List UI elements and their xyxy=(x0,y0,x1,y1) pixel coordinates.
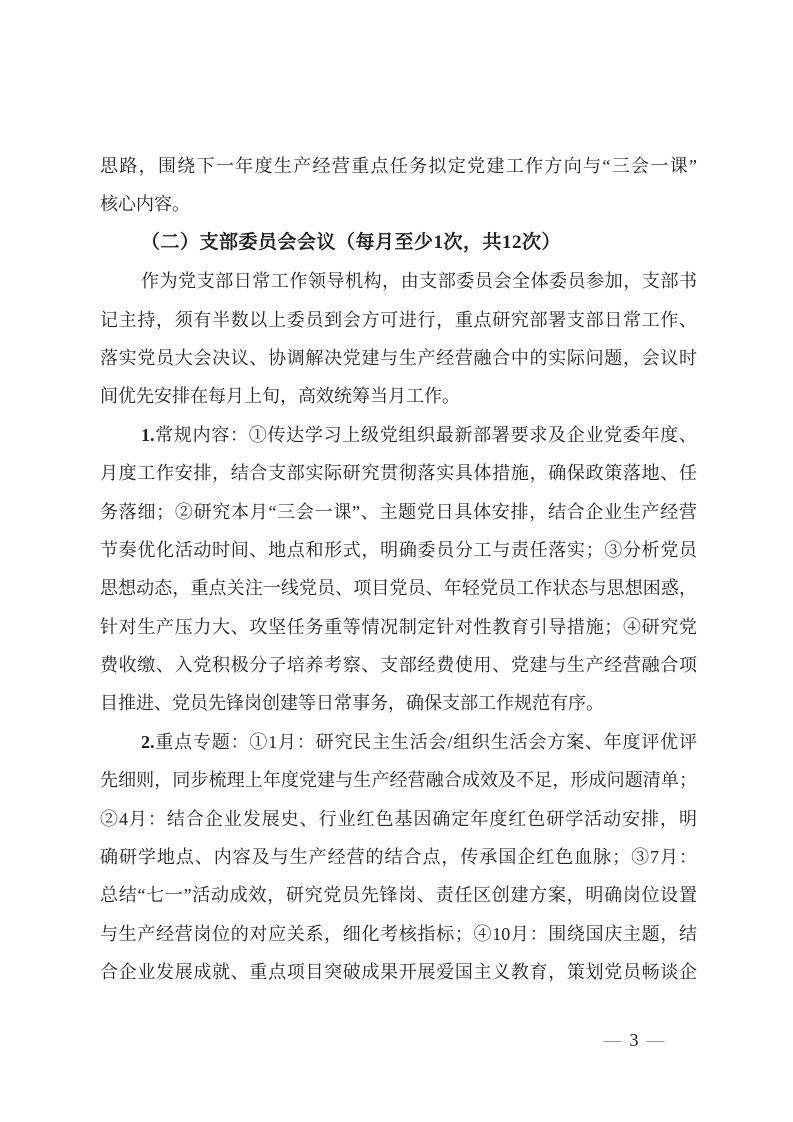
list-number: 2. xyxy=(141,731,155,752)
text-line: 间优先安排在每月上旬，高效统筹当月工作。 xyxy=(100,386,460,407)
text-line: 思路，围绕下一年度生产经营重点任务拟定党建工作方向与“三会一课” xyxy=(100,156,697,176)
list-number: 1. xyxy=(141,424,155,445)
text-line: 合企业发展成就、重点项目突破成果开展爱国主义教育，策划党员畅谈企 xyxy=(100,962,697,983)
text-line: 月度工作安排，结合支部实际研究贯彻落实具体措施，确保政策落地、任 xyxy=(100,463,697,484)
footer-right-dash: — xyxy=(646,1030,667,1050)
text-line: 先细则，同步梳理上年度党建与生产经营融合成效及不足，形成问题清单； xyxy=(100,770,697,791)
text-line: 总结“七一”活动成效，研究党员先锋岗、责任区创建方案，明确岗位设置 xyxy=(100,885,697,906)
text-line: 思想动态，重点关注一线党员、项目党员、年轻党员工作状态与思想困惑， xyxy=(100,578,697,599)
page-footer xyxy=(585,1024,685,1056)
text-line: 务落细；②研究本月“三会一课”、主题党日具体安排，结合企业生产经营 xyxy=(100,501,697,522)
document-body xyxy=(100,147,697,992)
text-line: 费收缴、入党积极分子培养考察、支部经费使用、党建与生产经营融合项 xyxy=(100,655,697,676)
text-line: 核心内容。 xyxy=(100,194,190,215)
text-line: ②4月：结合企业发展史、行业红色基因确定年度红色研学活动安排，明 xyxy=(100,808,697,829)
text-line: 作为党支部日常工作领导机构，由支部委员会全体委员参加，支部书 xyxy=(141,271,697,292)
footer-left-dash: — xyxy=(603,1030,624,1050)
text-line: 针对生产压力大、攻坚任务重等情况制定针对性教育引导措施；④研究党 xyxy=(100,616,697,637)
text-line: 记主持，须有半数以上委员到会方可进行，重点研究部署支部日常工作、 xyxy=(100,309,697,330)
section-heading: （二）支部委员会会议（每月至少1次，共12次） xyxy=(141,231,562,253)
text-line: 节奏优化活动时间、地点和形式，明确委员分工与责任落实；③分析党员 xyxy=(100,539,697,560)
text-line: 确研学地点、内容及与生产经营的结合点，传承国企红色血脉；③7月： xyxy=(100,847,697,868)
text-line: 1.常规内容：①传达学习上级党组织最新部署要求及企业党委年度、 xyxy=(141,424,697,445)
page-number: 3 xyxy=(629,1030,641,1050)
text-line: 与生产经营岗位的对应关系，细化考核指标；④10月：围绕国庆主题，结 xyxy=(100,923,697,944)
text-line: 2.重点专题：①1月：研究民主生活会/组织生活会方案、年度评优评 xyxy=(141,731,697,752)
text-line: 目推进、党员先锋岗创建等日常事务，确保支部工作规范有序。 xyxy=(100,693,604,714)
text-line: 落实党员大会决议、协调解决党建与生产经营融合中的实际问题，会议时 xyxy=(100,347,697,368)
